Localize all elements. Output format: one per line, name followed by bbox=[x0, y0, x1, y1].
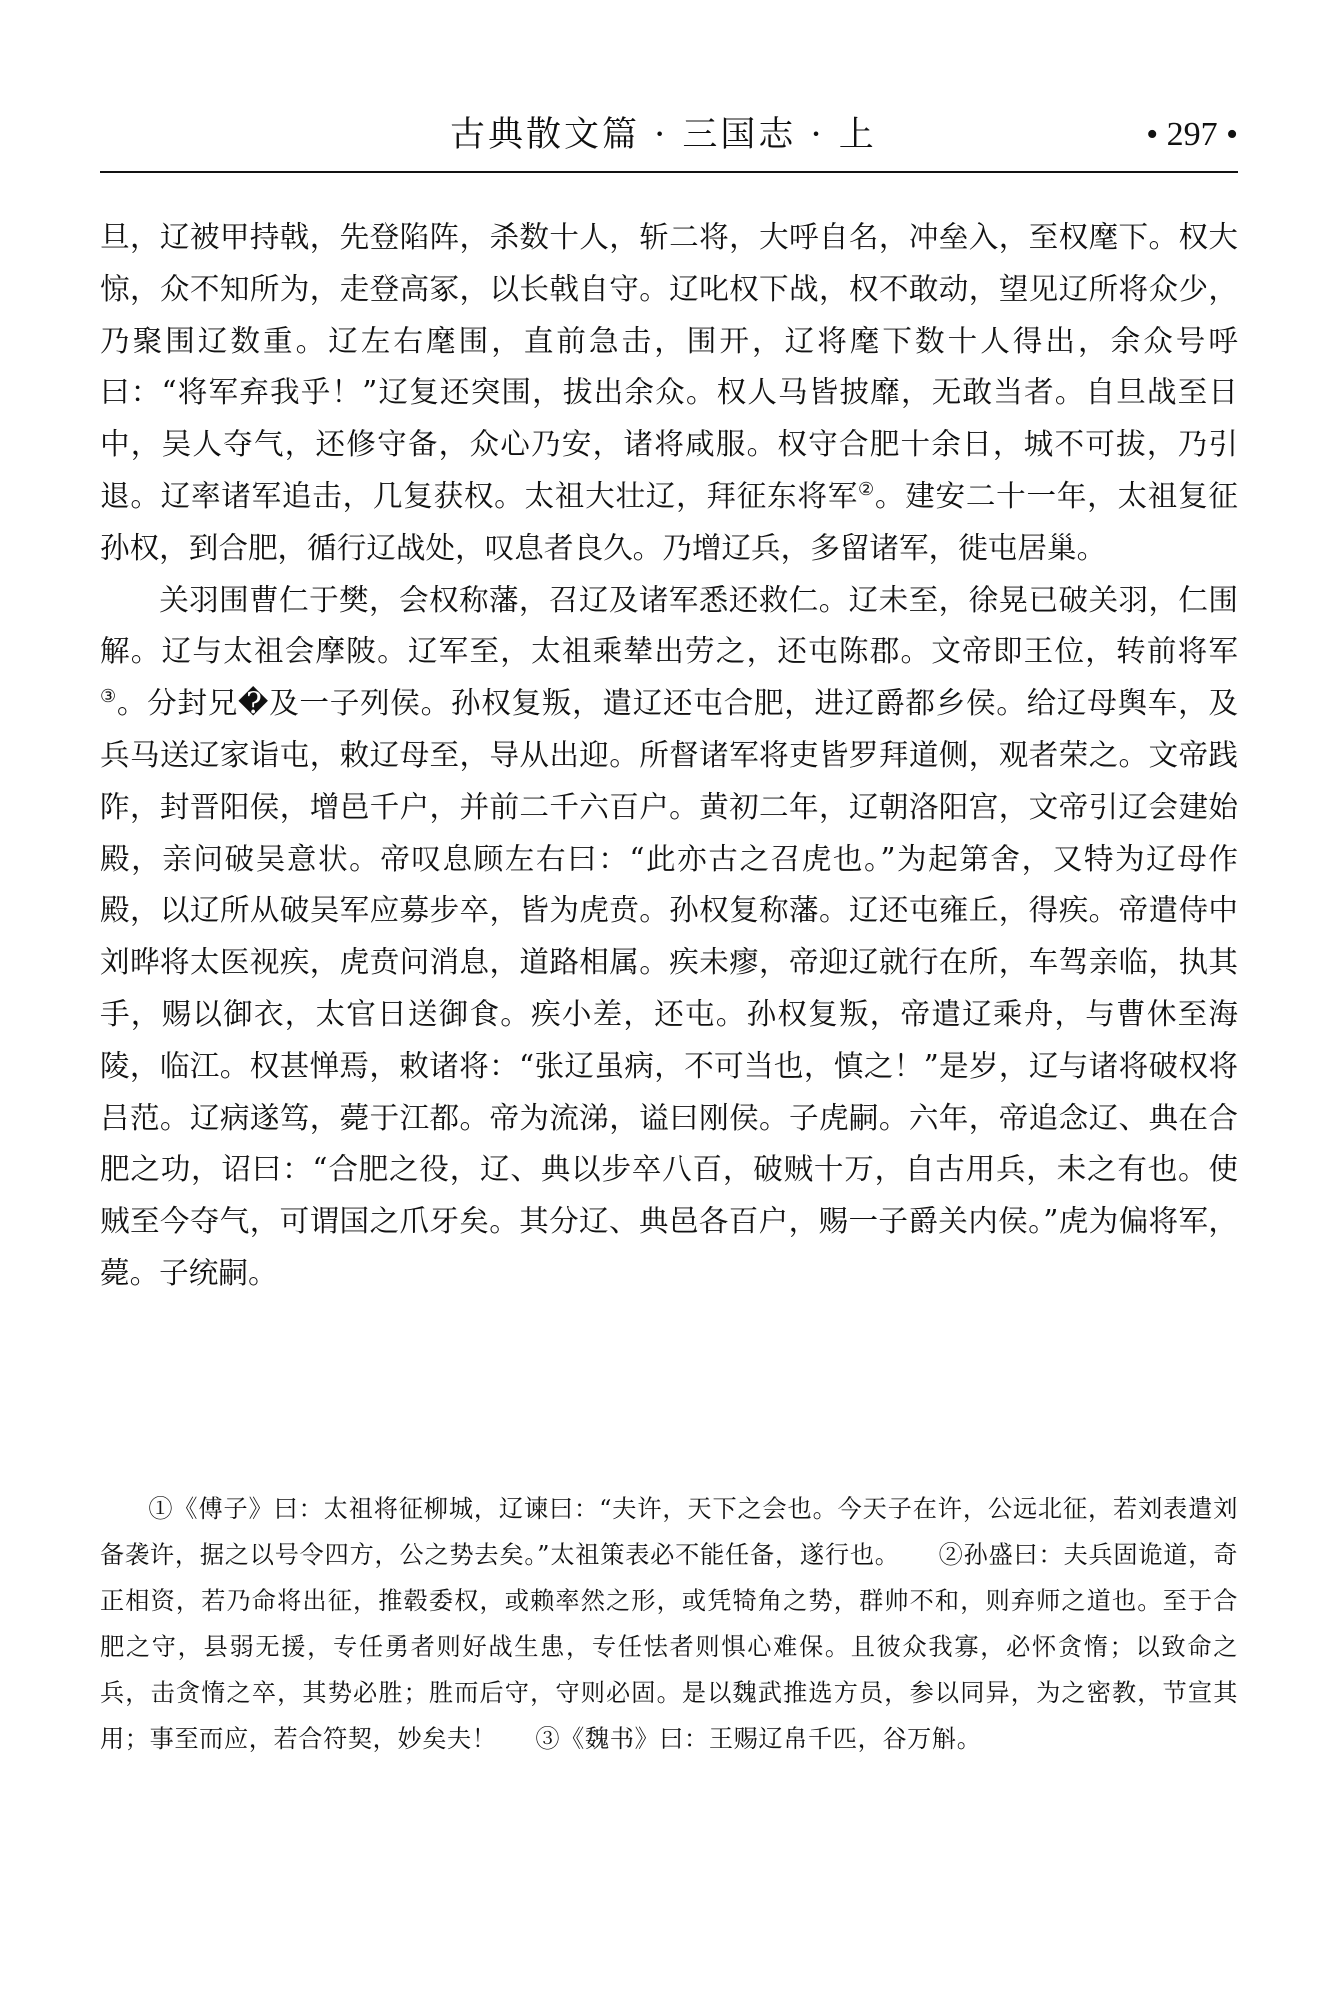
page-number: • 297 • bbox=[1146, 116, 1238, 153]
footnote-3: ③《魏书》曰：王赐辽帛千匹，谷万斛。 bbox=[535, 1725, 982, 1753]
paragraph-2-text-a: 关羽围曹仁于樊，会权称藩，召辽及诸军悉还救仁。辽未至，徐晃已破关羽，仁围解。辽与太祖会摩陂。辽军至，太祖乘辇出劳之，还屯陈郡。文帝即王位，转前将军 bbox=[100, 582, 1238, 669]
footnotes bbox=[100, 1486, 1238, 1762]
paragraph-1-text: 旦，辽被甲持戟，先登陷阵，杀数十人，斩二将，大呼自名，冲垒入，至权麾下。权大惊，众不知所为，走登高冢，以长戟自守。辽叱权下战，权不敢动，望见辽所将众少，乃聚围辽数重。辽左右麾围，直前急击，围开，辽将麾下数十人得出，余众号呼曰：“将军弃我乎！”辽复还突围，拔出余众。权人马皆披靡，无敢当者。自旦战至日中，吴人夺气，还修守备，众心乃安，诸将咸服。权守合肥十余日，城不可拔，乃引退。辽率诸军追击，几复获权。太祖大壮辽，拜征东将军 bbox=[100, 220, 1238, 513]
footnote-ref-3[interactable]: ③ bbox=[100, 686, 117, 708]
footnote-2: ②孙盛曰：夫兵固诡道，奇正相资，若乃命将出征，推毂委权，或赖率然之形，或凭犄角之势，群帅不和，则弃师之道也。至于合肥之守，县弱无援，专任勇者则好战生患，专任怯者则惧心难保。且彼众我寡，必怀贪惰；以致命之兵，击贪惰之卒，其势必胜；胜而后守，守则必固。是以魏武推选方员，参以同异，为之密教，节宣其用；事至而应，若合符契，妙矣夫！ bbox=[100, 1541, 1238, 1753]
running-header bbox=[100, 110, 1238, 170]
footnote-block bbox=[100, 1486, 1238, 1762]
footnote-1: ①《傅子》曰：太祖将征柳城，辽谏曰：“夫许，天下之会也。今天子在许，公远北征，若刘表遣刘备袭许，据之以号令四方，公之势去矣。”太祖策表必不能任备，遂行也。 bbox=[100, 1495, 1238, 1569]
header-title: 古典散文篇 · 三国志 · 上 bbox=[450, 115, 877, 155]
main-text bbox=[100, 212, 1238, 1300]
footnote-ref-2[interactable]: ② bbox=[858, 479, 875, 501]
paragraph-2-text-b: 。分封兄�及一子列侯。孙权复叛，遣辽还屯合肥，进辽爵都乡侯。给辽母舆车，及兵马送辽家诣屯，敕辽母至，导从出迎。所督诸军将吏皆罗拜道侧，观者荣之。文帝践阼，封晋阳侯，增邑千户，并前二千六百户。黄初二年，辽朝洛阳宫，文帝引辽会建始殿，亲问破吴意状。帝叹息顾左右曰：“此亦古之召虎也。”为起第舍，又特为辽母作殿，以辽所从破吴军应募步卒，皆为虎贲。孙权复称藩。辽还屯雍丘，得疾。帝遣侍中刘晔将太医视疾，虎贲问消息，道路相属。疾未瘳，帝迎辽就行在所，车驾亲临，执其手，赐以御衣，太官日送御食。疾小差，还屯。孙权复叛，帝遣辽乘舟，与曹休至海陵，临江。权甚惮焉，敕诸将：“张辽虽病，不可当也，慎之！”是岁，辽与诸将破权将吕范。辽病遂笃，薨于江都。帝为流涕，谥曰刚侯。子虎嗣。六年，帝追念辽、典在合肥之功，诏曰：“合肥之役，辽、典以步卒八百，破贼十万，自古用兵，未之有也。使贼至今夺气，可谓国之爪牙矣。其分辽、典邑各百户，赐一子爵关内侯。”虎为偏将军，薨。子统嗣。 bbox=[100, 686, 1238, 1290]
paragraph-1 bbox=[100, 212, 1238, 575]
paragraph-2 bbox=[100, 575, 1238, 1300]
header-rule bbox=[100, 171, 1238, 173]
paragraph-1-tail: 。建安二十一年，太祖复征孙权，到合肥，循行辽战处，叹息者良久。乃增辽兵，多留诸军，徙屯居巢。 bbox=[100, 478, 1239, 565]
